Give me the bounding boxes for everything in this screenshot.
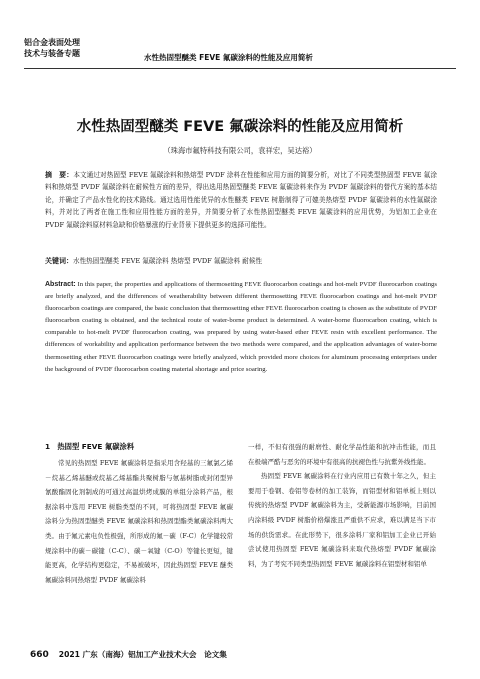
body-paragraph: 一样，不但有很强的耐磨性、耐化学品性能和抗冲击性能，而且在极端严酷与恶劣的环境中有很高的抗褪色性与抗紫外线性能。 — [248, 443, 436, 466]
journal-line-1: 铝合金表面处理 — [24, 38, 80, 47]
section-heading: 1 热固型 FEVE 氟碳涂料 — [45, 442, 135, 451]
page-number: 660 — [30, 650, 49, 660]
english-abstract-text: In this paper, the properties and applications of thermosetting FEVE fluorocarbon coatings and hot-melt PVDF fluorocarbon coatings are briefly analyzed, and the differences of weatherability between different thermosetting FEVE fluorocarbon coatings and hot-melt PVDF fluorocarbon coatings are compared, the basic conclusion that thermosetting ether FEVE fluorocarbon coating is chosen as the substitute of PVDF fluorocarbon coating is obtained, and the technical route of water-borne product is determined. A water-borne fluorocarbon coating, which is comparable to hot-melt PVDF fluorocarbon coating, was prepared by using water-based ether FEVE resin with excellent performance. The differences of workability and application performance between the two methods were compared, and the application advantages of water-borne thermosetting ether FEVE fluorocarbon coatings were briefly analyzed, which provided more choices for aluminum processing enterprises under the background of PVDF fluorocarbon coating material shortage and price soaring. — [45, 281, 437, 373]
chinese-abstract-label: 摘 要： — [45, 171, 74, 179]
body-paragraph: 常见的热固型 FEVE 氟碳涂料是指采用含羟基的三氟氯乙烯－烷基乙烯基醚或烷基乙烯基酯共聚树脂与氨基树脂或封闭型异氰酸酯固化剂制成的可通过高温烘烤成膜的单组分涂料产品，根据涂料中选用 FEVE 树脂类型的不同，可将热固型 FEVE 氟碳涂料分为热固型醚类 FEVE 氟碳涂料和热固型酯类氟碳涂料两大类。由于氟元素电负性极强，所形成的氟－碳（F-C）化学键较常规涂料中的碳－碳键（C-C）、碳－氧键（C-O）等键长更短，键能更高，化学结构更稳定，不易被破坏，因此热固型 FEVE 醚类氟碳涂料同热熔型 PVDF 氟碳涂料 — [45, 459, 233, 584]
chinese-abstract — [45, 169, 437, 231]
journal-section-label — [24, 38, 80, 59]
english-abstract-label: Abstract: — [45, 281, 76, 288]
running-title: 水性热固型醚类 FEVE 氟碳涂料的性能及应用简析 — [144, 53, 313, 62]
running-header — [24, 38, 456, 69]
journal-line-2: 技术与装备专题 — [24, 48, 80, 58]
body-column-right — [248, 440, 436, 571]
body-column-left — [45, 440, 233, 587]
body-paragraph: 热固型 FEVE 氟碳涂料在行业内应用已有数十年之久，但主要用于卷钢、卷铝等卷材的加工装饰，而铝型材和铝单板上则以传统的热熔型 PVDF 氟碳涂料为主，受新能源市场影响，目前国内涂料级 PVDF 树脂价格爆涨且严重供不应求，难以满足当下市场的供货需求。在此形势下，很多涂料厂家和铝加工企业已开始尝试使用热固型 FEVE 氟碳涂料来取代热熔型 PVDF 氟碳涂料，为了考究不同类型热固型 FEVE 氟碳涂料在铝型材和铝单 — [248, 472, 436, 568]
chinese-keywords — [45, 255, 437, 266]
english-abstract — [45, 279, 437, 376]
chinese-keywords-label: 关键词： — [45, 257, 73, 265]
conference-name: 2021 广东（南海）铝加工产业技术大会 论文集 — [58, 650, 227, 659]
chinese-abstract-text: 本文通过对热固型 FEVE 氟碳涂料和热熔型 PVDF 涂料在性能和应用方面的简要分析，对比了不同类型热固型 FEVE 氟涂料和热熔型 PVDF 氟碳涂料在耐候性方面的差异，得出选用热固型醚类 FEVE 氟碳涂料来作为 PVDF 氟碳涂料的替代方案的基本结论，并确定了产品水性化的技术路线。通过选用性能优异的水性醚类 FEVE 树脂制得了可媲美热熔型 PVDF 氟碳涂料的水性氟碳涂料，并对比了两者在施工性和应用性能方面的差异，并简要分析了水性热固型醚类 FEVE 氟碳涂料的应用优势，为铝加工企业在 PVDF 氟碳涂料原材料急缺和价格暴涨的行业背景下提供更多的选择可能性。 — [45, 171, 438, 229]
author-affiliation: （珠海市氟特科技有限公司，袁祥宏，吴达裕） — [163, 146, 317, 155]
page-footer — [30, 649, 450, 660]
chinese-keywords-text: 水性热固型醚类 FEVE 氟碳涂料 热熔型 PVDF 氟碳涂料 耐候性 — [73, 257, 263, 265]
paper-title: 水性热固型醚类 FEVE 氟碳涂料的性能及应用简析 — [76, 119, 404, 135]
